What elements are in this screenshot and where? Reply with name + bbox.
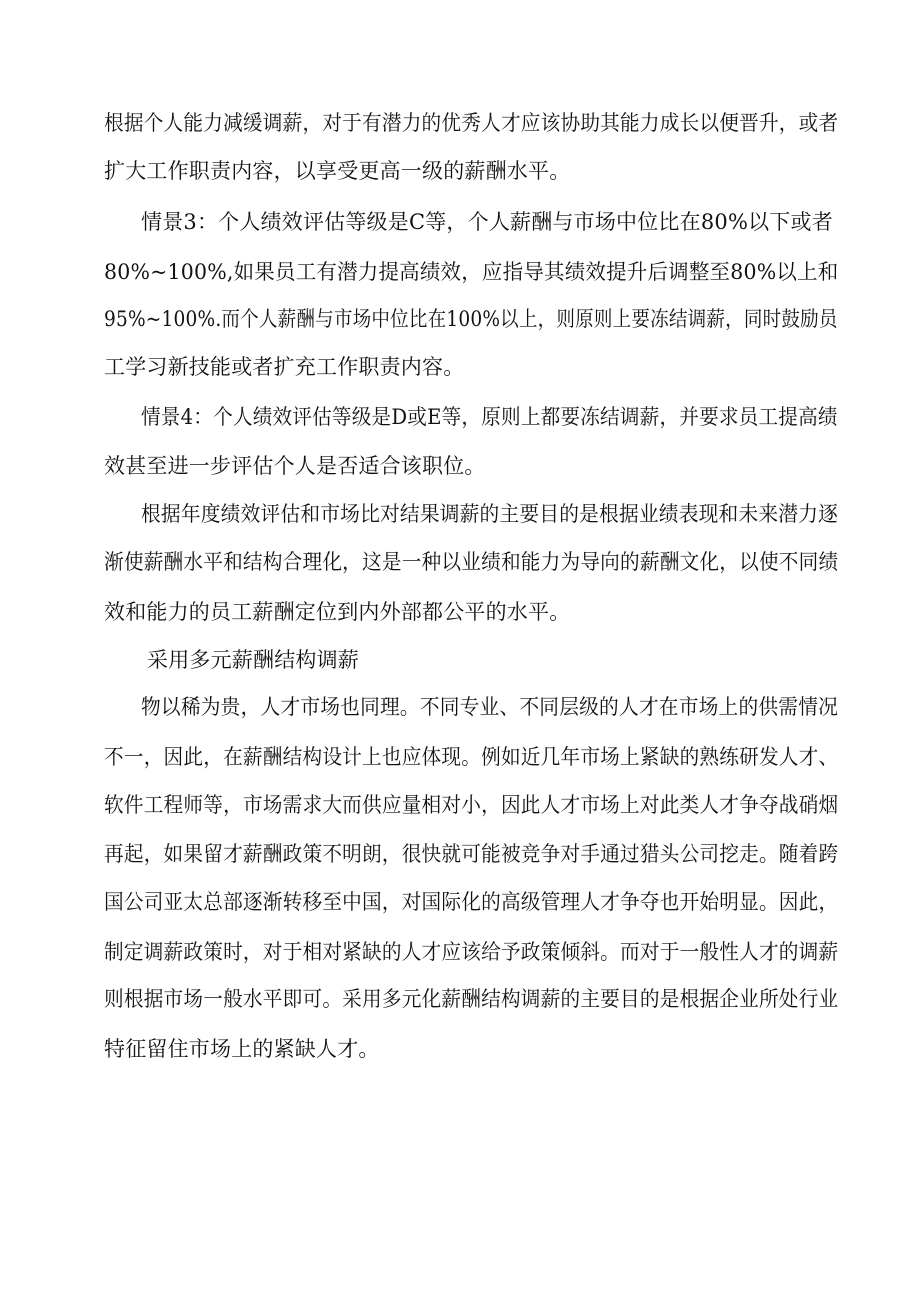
para4-line-3: 效和能力的员工薪酬定位到内外部都公平的水平。 bbox=[104, 600, 571, 624]
para3-line-1: 情景4：个人绩效评估等级是D或E等，原则上都要冻结调薪，并要求员工提高绩 bbox=[141, 405, 838, 429]
para3-line-2: 效甚至进一步评估个人是否适合该职位。 bbox=[104, 454, 486, 478]
para2-line-4: 工学习新技能或者扩充工作职责内容。 bbox=[104, 355, 465, 379]
para2-line-1: 情景3：个人绩效评估等级是C等，个人薪酬与市场中位比在80%以下或者 bbox=[141, 210, 833, 234]
para5-line-8: 特征留住市场上的紧缺人才。 bbox=[104, 1037, 380, 1061]
para5-line-3: 软件工程师等，市场需求大而供应量相对小，因此人才市场上对此类人才争夺战硝烟 bbox=[104, 793, 839, 817]
para1-line-2: 扩大工作职责内容，以享受更高一级的薪酬水平。 bbox=[104, 159, 571, 183]
para5-line-7: 则根据市场一般水平即可。采用多元化薪酬结构调薪的主要目的是根据企业所处行业 bbox=[104, 987, 839, 1011]
para5-line-5: 国公司亚太总部逐渐转移至中国，对国际化的高级管理人才争夺也开始明显。因此， bbox=[104, 890, 839, 914]
para4-line-2: 渐使薪酬水平和结构合理化，这是一种以业绩和能力为导向的薪酬文化，以使不同绩 bbox=[104, 550, 839, 574]
para2-line-3: 95%~100%.而个人薪酬与市场中位比在100%以上，则原则上要冻结调薪，同时鼓励员 bbox=[104, 307, 838, 331]
para2-line-2: 80%~100%,如果员工有潜力提高绩效，应指导其绩效提升后调整至80%以上和 bbox=[104, 260, 839, 284]
para5-line-6: 制定调薪政策时，对于相对紧缺的人才应该给予政策倾斜。而对于一般性人才的调薪 bbox=[104, 940, 839, 964]
para1-line-1: 根据个人能力减缓调薪，对于有潜力的优秀人才应该协助其能力成长以便晋升，或者 bbox=[104, 111, 839, 135]
para5-line-1: 物以稀为贵，人才市场也同理。不同专业、不同层级的人才在市场上的供需情况 bbox=[141, 695, 839, 719]
para5-line-2: 不一，因此，在薪酬结构设计上也应体现。例如近几年市场上紧缺的熟练研发人才、 bbox=[104, 745, 839, 769]
para4-line-1: 根据年度绩效评估和市场比对结果调薪的主要目的是根据业绩表现和未来潜力逐 bbox=[141, 502, 839, 526]
para5-line-4: 再起，如果留才薪酬政策不明朗，很快就可能被竞争对手通过猎头公司挖走。随着跨 bbox=[104, 842, 839, 866]
section-heading: 采用多元薪酬结构调薪 bbox=[147, 648, 359, 672]
